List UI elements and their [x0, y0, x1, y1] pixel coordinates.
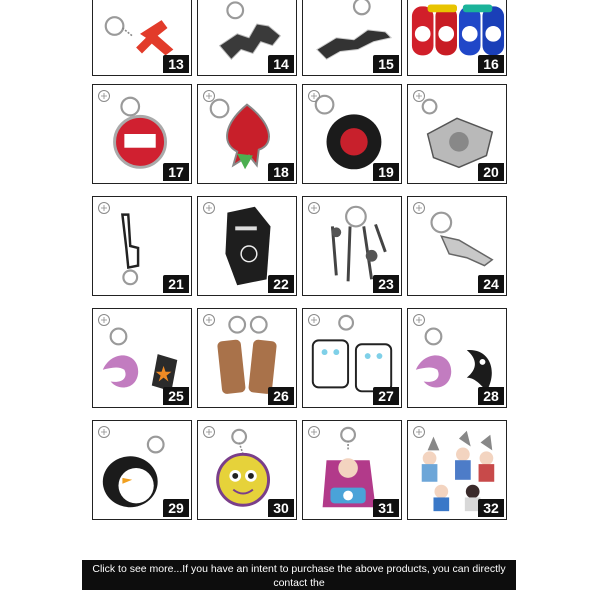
product-card[interactable] — [197, 0, 297, 76]
product-number: 23 — [373, 275, 399, 293]
product-card[interactable] — [302, 0, 402, 76]
product-card[interactable] — [92, 196, 192, 296]
product-card[interactable] — [197, 84, 297, 184]
product-card[interactable] — [302, 308, 402, 408]
contact-banner[interactable] — [82, 560, 516, 603]
product-number: 27 — [373, 387, 399, 405]
product-card[interactable] — [407, 420, 507, 520]
product-card[interactable] — [302, 84, 402, 184]
product-number: 14 — [268, 55, 294, 73]
product-card[interactable] — [92, 84, 192, 184]
product-card[interactable] — [92, 420, 192, 520]
product-number: 13 — [163, 55, 189, 73]
product-number: 20 — [478, 163, 504, 181]
product-number: 26 — [268, 387, 294, 405]
banner-line-1: Click to see more...If you have an intent to purchase the above products, you can directly contact the — [92, 563, 506, 589]
product-card[interactable] — [407, 0, 507, 76]
product-card[interactable] — [407, 84, 507, 184]
product-number: 32 — [478, 499, 504, 517]
product-number: 18 — [268, 163, 294, 181]
product-card[interactable] — [407, 196, 507, 296]
product-number: 25 — [163, 387, 189, 405]
product-card[interactable] — [92, 308, 192, 408]
product-number: 28 — [478, 387, 504, 405]
product-card[interactable] — [197, 196, 297, 296]
product-number: 15 — [373, 55, 399, 73]
product-number: 16 — [478, 55, 504, 73]
product-card[interactable] — [197, 308, 297, 408]
product-card[interactable] — [302, 196, 402, 296]
product-card[interactable] — [407, 308, 507, 408]
product-number: 29 — [163, 499, 189, 517]
product-number: 19 — [373, 163, 399, 181]
product-card[interactable] — [197, 420, 297, 520]
product-number: 31 — [373, 499, 399, 517]
product-card[interactable] — [92, 0, 192, 76]
product-number: 17 — [163, 163, 189, 181]
product-number: 30 — [268, 499, 294, 517]
product-number: 21 — [163, 275, 189, 293]
product-number: 22 — [268, 275, 294, 293]
product-card[interactable] — [302, 420, 402, 520]
product-number: 24 — [478, 275, 504, 293]
banner-line-2: product serial number directly. — [229, 591, 369, 603]
